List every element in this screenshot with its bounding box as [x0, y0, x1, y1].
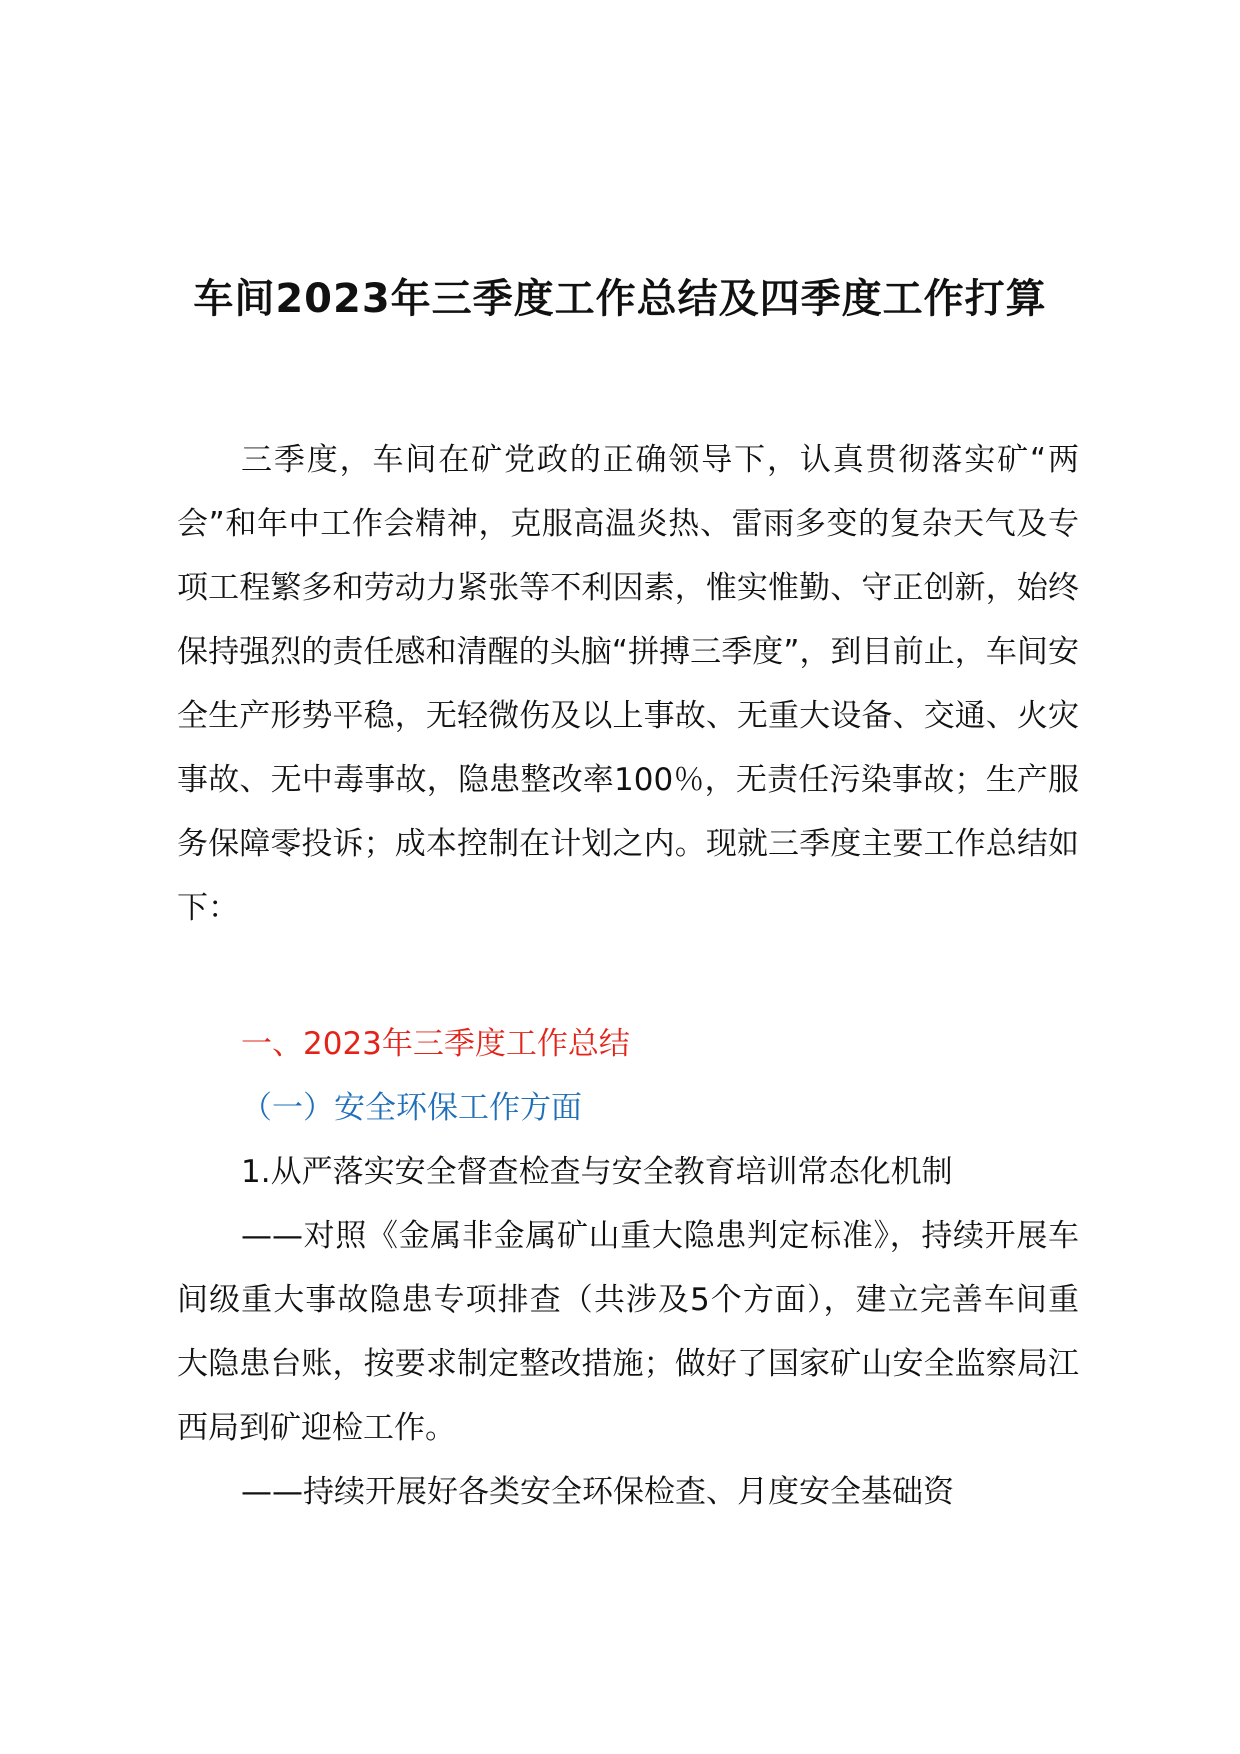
paragraph-3: ——持续开展好各类安全环保检查、月度安全基础资 — [241, 1474, 954, 1510]
paragraph-2: ——对照《金属非金属矿山重大隐患判定标准》，持续开展车间级重大事故隐患专项排查（共涉及5个方面），建立完善车间重大隐患台账，按要求制定整改措施；做好了国家矿山安全监察局江西局到矿迎检工作。 — [177, 1218, 1079, 1446]
section-heading: 一、2023年三季度工作总结 — [241, 1026, 630, 1062]
subsection-heading: （一）安全环保工作方面 — [241, 1090, 582, 1126]
item-heading: 1.从严落实安全督查检查与安全教育培训常态化机制 — [241, 1154, 953, 1190]
document-title: 车间2023年三季度工作总结及四季度工作打算 — [193, 276, 1047, 322]
intro-paragraph: 三季度，车间在矿党政的正确领导下，认真贯彻落实矿“两会”和年中工作会精神，克服高温炎热、雷雨多变的复杂天气及专项工程繁多和劳动力紧张等不利因素，惟实惟勤、守正创新，始终保持强烈的责任感和清醒的头脑“拼搏三季度”，到目前止，车间安全生产形势平稳，无轻微伤及以上事故、无重大设备、交通、火灾事故、无中毒事故，隐患整改率100％，无责任污染事故；生产服务保障零投诉；成本控制在计划之内。现就三季度主要工作总结如下： — [177, 442, 1079, 926]
